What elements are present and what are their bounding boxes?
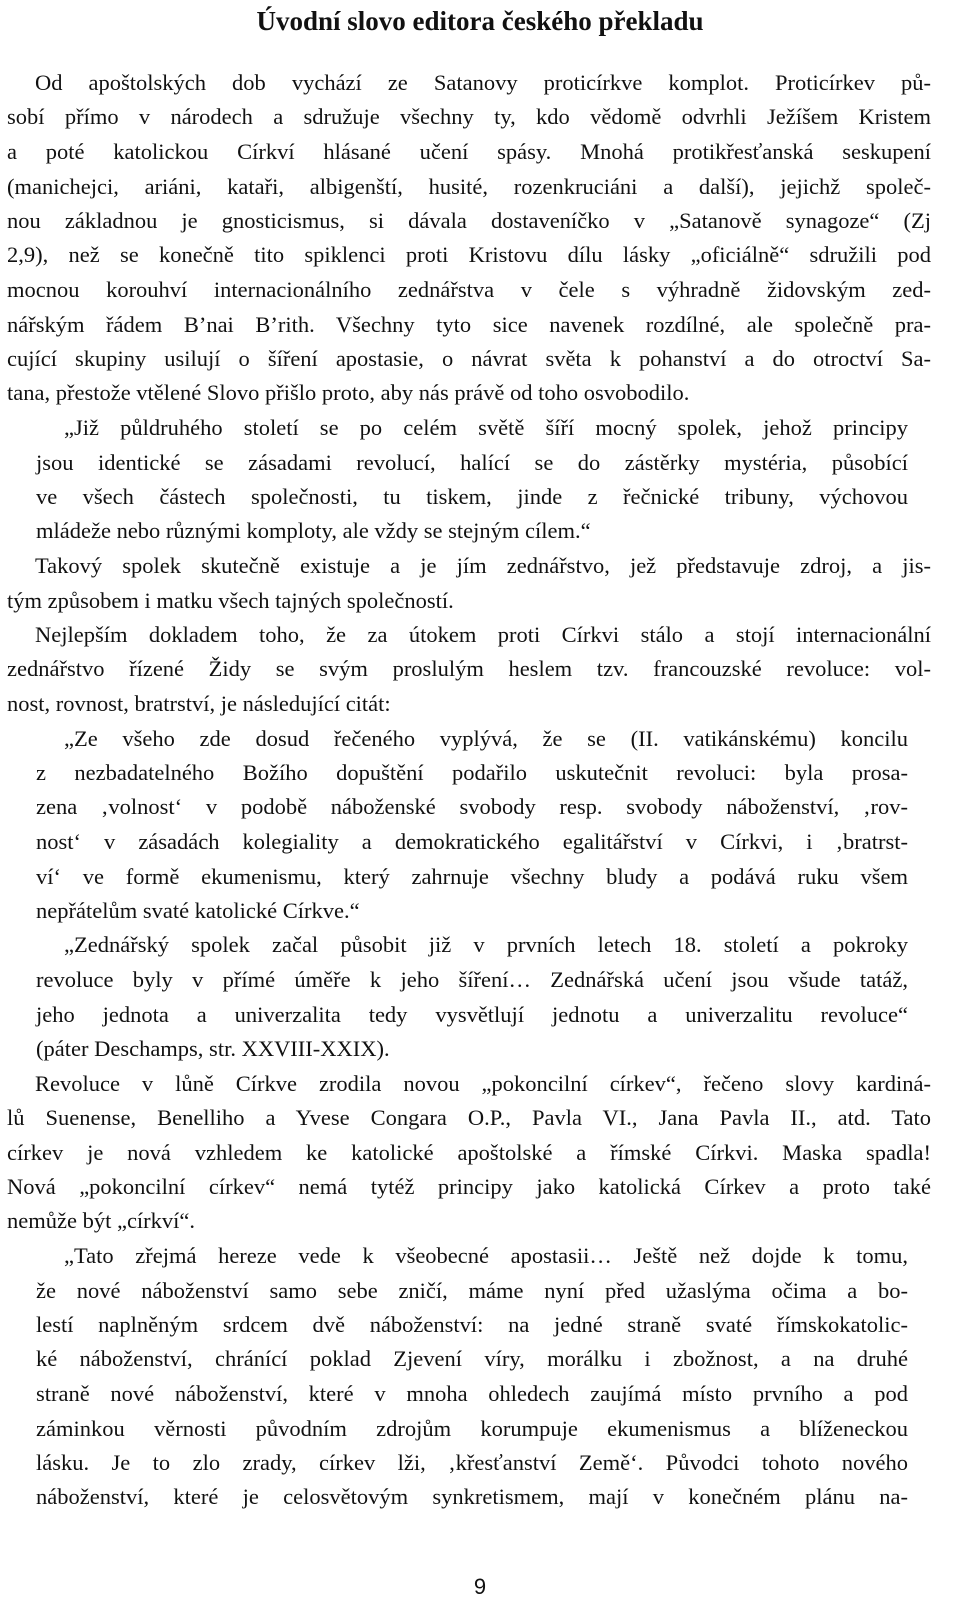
quote-line: záminkou věrnosti původním zdrojům korumpuje ekumenismus a blíženeckou bbox=[36, 1416, 908, 1441]
quote-line: „Zednářský spolek začal působit již v prvních letech 18. století a pokroky bbox=[64, 932, 908, 957]
text-line: cující skupiny usilují o šíření apostasie, o návrat světa k pohanství a do otroctví Sa- bbox=[7, 346, 931, 371]
text-line: 2,9), než se konečně tito spiklenci proti Kristovu dílu lásky „oficiálně“ sdružili pod bbox=[7, 242, 931, 267]
text-line: Nejlepším dokladem toho, že za útokem proti Církvi stálo a stojí internacionální bbox=[35, 622, 931, 647]
text-line: Revoluce v lůně Církve zrodila novou „pokoncilní církev“, řečeno slovy kardiná- bbox=[35, 1071, 931, 1096]
quote-line: nepřátelům svaté katolické Církve.“ bbox=[36, 898, 360, 923]
quote-line: (páter Deschamps, str. XXVIII-XXIX). bbox=[36, 1036, 390, 1061]
quote-line: „Již půldruhého století se po celém světě šíří mocný spolek, jehož principy bbox=[64, 415, 908, 440]
quote-line: jsou identické se zásadami revolucí, halící se do zástěrky mystéria, působící bbox=[36, 450, 908, 475]
quote-line: straně nové náboženství, které v mnoha ohledech zaujímá místo prvního a pod bbox=[36, 1381, 908, 1406]
quote-line: náboženství, které je celosvětovým synkretismem, mají v konečném plánu na- bbox=[36, 1484, 908, 1509]
text-line: tým způsobem i matku všech tajných společností. bbox=[7, 588, 454, 613]
text-line: sobí přímo v národech a sdružuje všechny ty, kdo vědomě odvrhli Ježíšem Kristem bbox=[7, 104, 931, 129]
quote-line: nost‘ v zásadách kolegiality a demokratického egalitářství v Církvi, i ‚bratrst- bbox=[36, 829, 908, 854]
text-line: nost, rovnost, bratrství, je následující citát: bbox=[7, 691, 391, 716]
quote-line: „Ze všeho zde dosud řečeného vyplývá, že se (II. vatikánskému) koncilu bbox=[64, 726, 908, 751]
quote-line: lásku. Je to zlo zrady, církev lži, ‚křesťanství Země‘. Původci tohoto nového bbox=[36, 1450, 908, 1475]
text-line: nou základnou je gnosticismus, si dávala dostaveníčko v „Satanově synagoze“ (Zj bbox=[7, 208, 931, 233]
quote-line: revoluce byly v přímé úměře k jeho šíření… Zednářská učení jsou všude tatáž, bbox=[36, 967, 908, 992]
quote-line: ví‘ ve formě ekumenismu, který zahrnuje všechny bludy a podává ruku všem bbox=[36, 864, 908, 889]
quote-line: ve všech částech společnosti, tu tiskem, jinde z řečnické tribuny, výchovou bbox=[36, 484, 908, 509]
quote-line: lestí naplněným srdcem dvě náboženství: na jedné straně svaté římskokatolic- bbox=[36, 1312, 908, 1337]
text-line: a poté katolickou Církví hlásané učení spásy. Mnohá protikřesťanská seskupení bbox=[7, 139, 931, 164]
text-line: mocnou korouhví internacionálního zednářstva v čele s výhradně židovským zed- bbox=[7, 277, 931, 302]
text-line: církev je nová vzhledem ke katolické apoštolské a římské Církvi. Maska spadla! bbox=[7, 1140, 931, 1165]
quote-line: „Tato zřejmá hereze vede k všeobecné apostasii… Ještě než dojde k tomu, bbox=[64, 1243, 908, 1268]
text-line: tana, přestože vtělené Slovo přišlo proto, aby nás právě od toho osvobodilo. bbox=[7, 380, 690, 405]
quote-line: z nezbadatelného Božího dopuštění podařilo uskutečnit revoluci: byla prosa- bbox=[36, 760, 908, 785]
text-line: (manichejci, ariáni, kataři, albigenští, husité, rozenkruciáni a další), jejichž společ- bbox=[7, 174, 931, 199]
quote-line: mládeže nebo různými komploty, ale vždy se stejným cílem.“ bbox=[36, 518, 591, 543]
quote-line: že nové náboženství samo sebe zničí, máme nyní před užaslýma očima a bo- bbox=[36, 1278, 908, 1303]
text-line: Nová „pokoncilní církev“ nemá tytéž principy jako katolická Církev a proto také bbox=[7, 1174, 931, 1199]
page-title: Úvodní slovo editora českého překladu bbox=[256, 6, 704, 36]
text-line: Od apoštolských dob vychází ze Satanovy proticírkve komplot. Proticírkev pů- bbox=[35, 70, 931, 95]
text-line: Takový spolek skutečně existuje a je jím zednářstvo, jež představuje zdroj, a jis- bbox=[35, 553, 931, 578]
page-number: 9 bbox=[473, 1574, 487, 1599]
quote-line: ké náboženství, chránící poklad Zjevení víry, morálku i zbožnost, a na druhé bbox=[36, 1346, 908, 1371]
quote-line: jeho jednota a univerzalita tedy vysvětlují jednotu a univerzalitu revoluce“ bbox=[36, 1002, 908, 1027]
text-line: lů Suenense, Benelliho a Yvese Congara O.P., Pavla VI., Jana Pavla II., atd. Tato bbox=[7, 1105, 931, 1130]
quote-line: zena ‚volnost‘ v podobě náboženské svobody resp. svobody náboženství, ‚rov- bbox=[36, 794, 908, 819]
text-line: nářským řádem B’nai B’rith. Všechny tyto sice navenek rozdílné, ale společně pra- bbox=[7, 312, 931, 337]
text-line: zednářstvo řízené Židy se svým proslulým heslem tzv. francouzské revoluce: vol- bbox=[7, 656, 931, 681]
text-line: nemůže být „církví“. bbox=[7, 1208, 196, 1233]
